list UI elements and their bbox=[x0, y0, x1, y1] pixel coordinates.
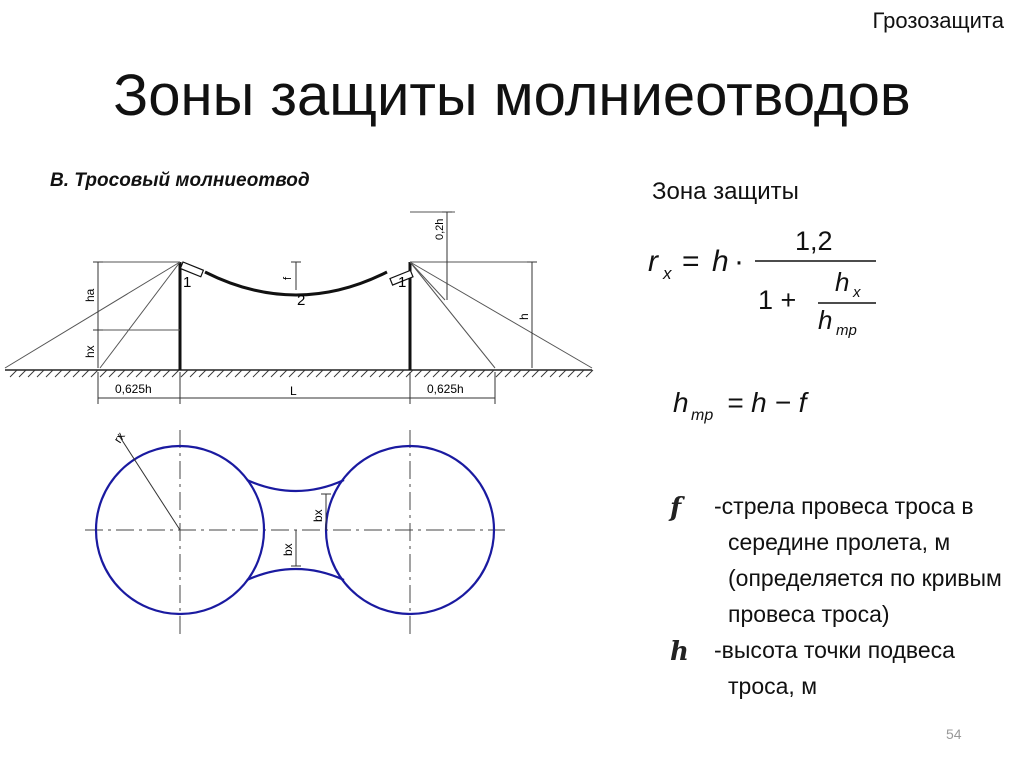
f1-frac-den-sub: mp bbox=[836, 322, 857, 339]
zone-label: Зона защиты bbox=[652, 178, 799, 205]
f1-dot: · bbox=[734, 245, 744, 278]
ground-hatch bbox=[226, 370, 233, 377]
ground-hatch bbox=[514, 370, 521, 377]
f1-one: 1 + bbox=[758, 285, 797, 315]
label-ha: ha bbox=[83, 288, 97, 302]
ground-hatch bbox=[298, 370, 305, 377]
ground-hatch bbox=[37, 370, 44, 377]
symbol-h: h bbox=[670, 637, 689, 667]
plan-axes bbox=[85, 430, 505, 635]
label-top-offset: 0,2h bbox=[434, 218, 446, 240]
ground-hatch bbox=[532, 370, 539, 377]
ground-hatch bbox=[478, 370, 485, 377]
label-radius: rx bbox=[110, 429, 128, 446]
ground-hatch bbox=[280, 370, 287, 377]
ground-hatch bbox=[109, 370, 116, 377]
f1-frac-num: h bbox=[835, 267, 850, 297]
ground-hatch bbox=[181, 370, 188, 377]
ground-hatch bbox=[127, 370, 134, 377]
def-h-rest: троса, м bbox=[728, 673, 818, 699]
ground-hatch bbox=[469, 370, 476, 377]
f1-num: 1,2 bbox=[795, 226, 833, 256]
ground-hatch bbox=[55, 370, 62, 377]
ground-hatch bbox=[343, 370, 350, 377]
ground-hatch bbox=[559, 370, 566, 377]
ground-hatch bbox=[316, 370, 323, 377]
symbol-f: f bbox=[670, 493, 682, 523]
ground-hatch bbox=[64, 370, 71, 377]
ground-hatch bbox=[424, 370, 431, 377]
definition-h bbox=[670, 632, 1020, 702]
label-h: h bbox=[517, 313, 531, 320]
ground-hatch bbox=[253, 370, 260, 377]
ground-hatch bbox=[397, 370, 404, 377]
dim-right: 0,625h bbox=[427, 382, 464, 396]
ground-hatch bbox=[361, 370, 368, 377]
ground-hatch bbox=[496, 370, 503, 377]
def-f-first: -стрела провеса троса в bbox=[714, 493, 974, 519]
label-pole-left: 1 bbox=[183, 274, 192, 291]
ground-hatch bbox=[28, 370, 35, 377]
label-bx-top: bx bbox=[311, 509, 325, 522]
ground-hatch bbox=[91, 370, 98, 377]
f1-frac-den: h bbox=[818, 305, 833, 335]
plan-dimensions bbox=[118, 434, 331, 566]
dim-mid: L bbox=[290, 384, 297, 398]
definition-f bbox=[670, 488, 1020, 628]
ground-hatch bbox=[334, 370, 341, 377]
ground-hatch bbox=[568, 370, 575, 377]
f1-equals: = bbox=[682, 245, 700, 278]
ground-hatch bbox=[307, 370, 314, 377]
f2-lhs: h bbox=[673, 387, 689, 418]
f2-lhs-sub: mp bbox=[691, 407, 714, 424]
ground-hatch bbox=[388, 370, 395, 377]
ground-hatch bbox=[235, 370, 242, 377]
ground-hatch bbox=[10, 370, 17, 377]
ground-hatch bbox=[172, 370, 179, 377]
ground-hatch bbox=[46, 370, 53, 377]
ground-hatch bbox=[352, 370, 359, 377]
ground-hatch bbox=[442, 370, 449, 377]
ground-hatch bbox=[19, 370, 26, 377]
label-pole-right: 1 bbox=[398, 274, 407, 291]
label-bx-bottom: bx bbox=[281, 543, 295, 556]
ground-hatch bbox=[82, 370, 89, 377]
section-label: Грозозащита bbox=[872, 8, 1004, 33]
ground-hatch bbox=[100, 370, 107, 377]
ground-hatch bbox=[145, 370, 152, 377]
ground-hatch bbox=[136, 370, 143, 377]
ground-hatch bbox=[577, 370, 584, 377]
label-sag: f bbox=[282, 276, 294, 280]
ground-hatch bbox=[550, 370, 557, 377]
ground-hatch bbox=[217, 370, 224, 377]
label-hx: hx bbox=[83, 345, 97, 358]
diagram-subtitle: В. Тросовый молниеотвод bbox=[50, 170, 310, 191]
ground-hatch bbox=[523, 370, 530, 377]
page-number: 54 bbox=[946, 726, 962, 742]
def-h-first: -высота точки подвеса bbox=[714, 637, 955, 663]
f1-lhs: r bbox=[648, 245, 658, 278]
ground-hatch bbox=[415, 370, 422, 377]
ground-hatch bbox=[208, 370, 215, 377]
ground-hatch bbox=[244, 370, 251, 377]
dim-left: 0,625h bbox=[115, 382, 152, 396]
ground-hatch bbox=[262, 370, 269, 377]
ground-hatch bbox=[154, 370, 161, 377]
f1-h: h bbox=[712, 245, 729, 278]
f2-rhs: = h − f bbox=[727, 387, 807, 418]
page-title: Зоны защиты молниеотводов bbox=[113, 63, 911, 128]
ground-hatch bbox=[487, 370, 494, 377]
ground-hatch bbox=[379, 370, 386, 377]
formula-hmp bbox=[665, 378, 885, 428]
label-cable: 2 bbox=[297, 292, 306, 309]
ground-hatch bbox=[433, 370, 440, 377]
ground-hatch bbox=[73, 370, 80, 377]
formula-rx bbox=[640, 215, 900, 345]
ground-hatch bbox=[451, 370, 458, 377]
ground-hatch bbox=[586, 370, 593, 377]
ground-hatch bbox=[190, 370, 197, 377]
f1-lhs-sub: x bbox=[663, 264, 672, 283]
ground-hatch bbox=[541, 370, 548, 377]
ground-hatch bbox=[163, 370, 170, 377]
ground-hatch bbox=[199, 370, 206, 377]
ground-hatch bbox=[325, 370, 332, 377]
ground-hatch bbox=[370, 370, 377, 377]
ground-hatch bbox=[271, 370, 278, 377]
f1-frac-num-sub: x bbox=[853, 284, 861, 301]
ground-hatch bbox=[505, 370, 512, 377]
def-f-rest: середине пролета, м (определяется по кривым провеса троса) bbox=[728, 529, 1002, 627]
ground-hatch bbox=[118, 370, 125, 377]
ground-hatch bbox=[289, 370, 296, 377]
ground-hatch bbox=[460, 370, 467, 377]
